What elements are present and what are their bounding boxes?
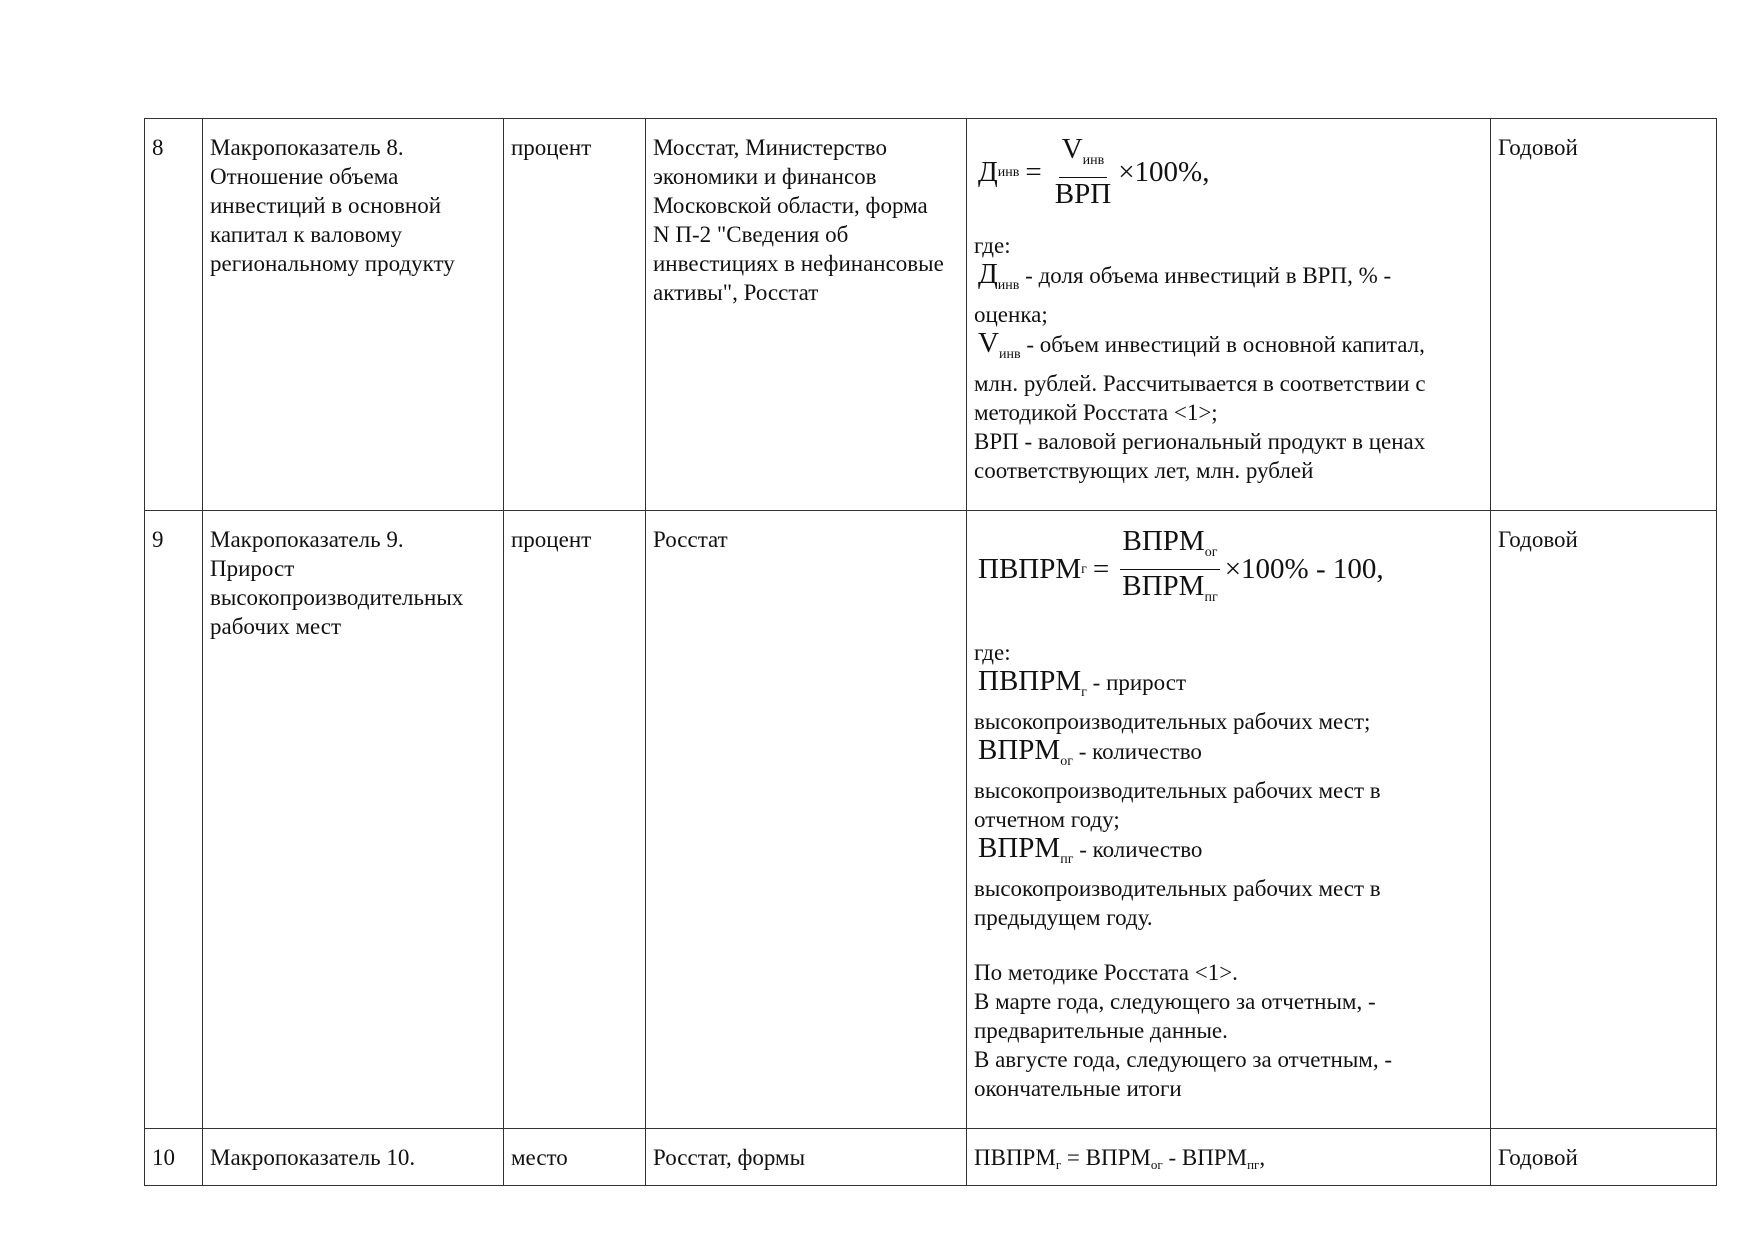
text-line: N П-2 "Сведения об [653, 222, 849, 247]
text-line: отчетном году; [974, 807, 1120, 832]
text-line: активы", Росстат [653, 280, 819, 305]
text-line: Макропоказатель 8. [210, 135, 404, 160]
text-line: инвестициях в нефинансовые [653, 251, 944, 276]
text-line: предварительные данные. [974, 1018, 1228, 1043]
definition: $ВПРМ_{ог}$ - количество [978, 734, 1202, 769]
text-line: высокопроизводительных [210, 585, 464, 610]
text-line: Мосстат, Министерство [653, 135, 887, 160]
formula: Д инв = $\frac{V_{инв}}{\text{ВРП}}$ ×100%, [978, 133, 1210, 210]
period-cell: Годовой [1491, 511, 1717, 1129]
method-cell [967, 119, 1491, 511]
text-line: экономики и финансов [653, 164, 877, 189]
text-line: методикой Росстата <1>; [974, 400, 1218, 425]
indicator-name [203, 119, 504, 511]
table-row [145, 119, 1717, 511]
text-line: высокопроизводительных рабочих мест в [974, 876, 1381, 901]
fraction: $\frac{V_{инв}}{\text{ВРП}}$ [1054, 133, 1112, 210]
row-number: 9 [145, 511, 203, 1129]
text-line: ВРП - валовой региональный продукт в ценах [974, 429, 1426, 454]
method-cell [967, 1129, 1491, 1186]
formula: $ПВПРМ_г$ = $ВПРМ_{ог}$ - $ВПРМ_{пг}$, [974, 1145, 1266, 1172]
text-line: Макропоказатель 9. [210, 527, 404, 552]
period-cell: Годовой [1491, 1129, 1717, 1186]
unit-cell: место [504, 1129, 646, 1186]
text-line: высокопроизводительных рабочих мест в [974, 778, 1381, 803]
text-line: Росстат [653, 527, 728, 552]
text-line: соответствующих лет, млн. рублей [974, 458, 1314, 483]
text-line: Росстат, формы [653, 1145, 806, 1170]
text-line: Макропоказатель 10. [210, 1145, 416, 1170]
text-line: региональному продукту [210, 251, 455, 276]
source-cell [646, 119, 967, 511]
text-line: млн. рублей. Рассчитывается в соответствии с [974, 371, 1426, 396]
text-line: Отношение объема [210, 164, 399, 189]
text-line: окончательные итоги [974, 1076, 1182, 1101]
table-row [145, 1129, 1717, 1186]
period-cell: Годовой [1491, 119, 1717, 511]
definition: $Д_{инв}$ - доля объема инвестиций в ВРП, % - [978, 258, 1392, 293]
text-line: высокопроизводительных рабочих мест; [974, 709, 1371, 734]
text-line: Прирост [210, 556, 295, 581]
indicator-name [203, 1129, 504, 1186]
where-label: где: [974, 640, 1011, 665]
definition: $V_{инв}$ - объем инвестиций в основной капитал, [978, 327, 1425, 362]
text-line: оценка; [974, 302, 1048, 327]
source-cell [646, 511, 967, 1129]
text-line: По методике Росстата <1>. [974, 960, 1238, 985]
unit-cell: процент [504, 511, 646, 1129]
indicator-name [203, 511, 504, 1129]
method-cell [967, 511, 1491, 1129]
text-line: рабочих мест [210, 614, 342, 639]
unit-cell: процент [504, 119, 646, 511]
text-line: Московской области, форма [653, 193, 928, 218]
source-cell [646, 1129, 967, 1186]
definition: $ПВПРМ_г$ - прирост [978, 665, 1187, 700]
row-number: 8 [145, 119, 203, 511]
table-row [145, 511, 1717, 1129]
text-line: В марте года, следующего за отчетным, - [974, 989, 1376, 1014]
formula: ПВПРМ г = $\frac{ВПРМ_{ог}}{ВПРМ_{пг}}$ ×100% - 100, [978, 525, 1483, 614]
fraction: $\frac{ВПРМ_{ог}}{ВПРМ_{пг}}$ [1119, 525, 1220, 614]
text-line: предыдущем году. [974, 905, 1153, 930]
text-line: капитал к валовому [210, 222, 403, 247]
row-number: 10 [145, 1129, 203, 1186]
definition: $ВПРМ_{пг}$ - количество [978, 832, 1203, 867]
where-label: где: [974, 233, 1011, 258]
text-line: инвестиций в основной [210, 193, 442, 218]
indicators-table [144, 118, 1717, 1186]
text-line: В августе года, следующего за отчетным, - [974, 1047, 1393, 1072]
